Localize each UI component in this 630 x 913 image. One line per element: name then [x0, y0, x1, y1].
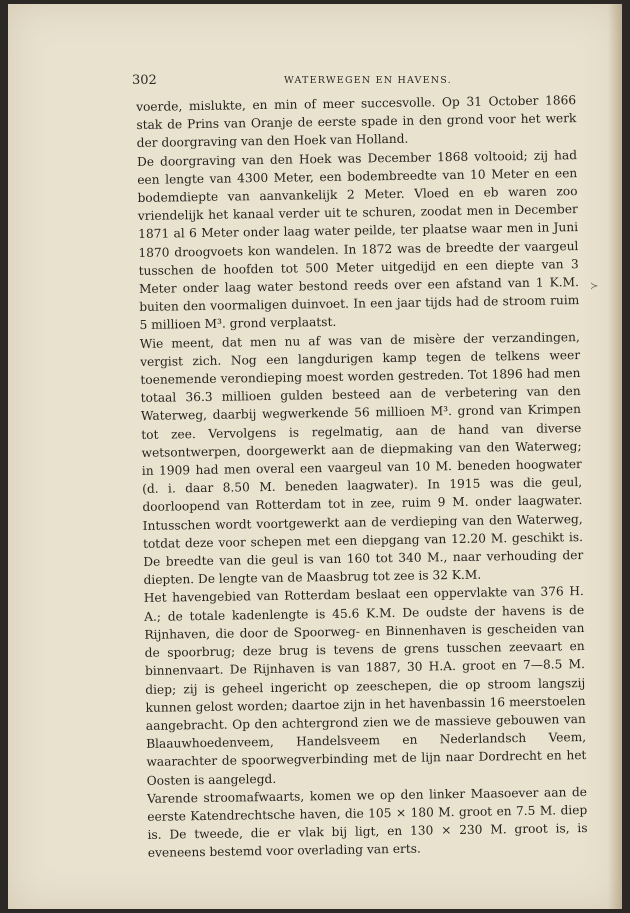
paragraph-1: voerde, mislukte, en min of meer succesvolle. Op 31 October 1866 stak de Prins van Oranje de eerste spade in den grond voor het werk der doorgraving van den Hoek van Holland. [136, 93, 577, 151]
running-head: WATERWEGEN EN HAVENS. [284, 75, 452, 86]
page-header [132, 70, 592, 90]
paragraph-3: Wie meent, dat men nu af was van de misère der verzandingen, vergist zich. Nog een langdurigen kamp tegen de telkens weer toenemende verondieping moest worden gestreden. Tot 1896 had men totaal 36.3 millioen gulden besteed aan de verbetering van den Waterweg, daarbij wegwerkende 56 millioen M³. grond van Krimpen tot zee. Vervolgens is regelmatig, aan de hand van diverse wetsontwerpen, doorgewerkt aan de diepmaking van den Waterweg; in 1909 had men overal een vaargeul van 10 M. beneden hoogwater (d. i. daar 8.50 M. beneden laagwater). In 1915 was die geul, doorloopend van Rotterdam tot in zee, ruim 9 M. onder laagwater. Intusschen wordt voortgewerkt aan de verdieping van den Waterweg, totdat deze voor schepen met een diepgang van 12.20 M. geschikt is. De breedte van die geul is van 160 tot 340 M., naar verhouding der diepten. De lengte van de Maasbrug tot zee is 32 K.M. [139, 329, 584, 588]
paragraph-5: Varende stroomafwaarts, komen we op den linker Maasoever aan de eerste Katendrechtsche haven, die 105 ⨯ 180 M. groot en 7.5 M. diep is. De tweede, die er vlak bij ligt, en 130 ⨯ 230 M. groot is, is eveneens bestemd voor overlading van erts. [146, 784, 588, 861]
body-text [136, 91, 588, 862]
paragraph-2: De doorgraving van den Hoek was December 1868 voltooid; zij had een lengte van 4300 Meter, een bodembreedte van 10 Meter en een bodemdiepte van aanvankelijk 2 Meter. Vloed en eb waren zoo vriendelijk het kanaal verder uit te schuren, zoodat men in December 1871 al 6 Meter onder laag water peilde, ter plaatse waar men in Juni 1870 droogvoets kon wandelen. In 1872 was de breedte der vaargeul tusschen de hoofden tot 500 Meter uitgedijd en een diepte van 3 Meter onder laag water bestond reeds over een afstand van 1 K.M. buiten den voormaligen duinvoet. In een jaar tijds had de stroom ruim 5 millioen M³. grond verplaatst. [136, 147, 580, 333]
page-spine-shadow [608, 4, 622, 909]
paragraph-4: Het havengebied van Rotterdam beslaat een oppervlakte van 376 H. A.; de totale kadenlengte is 45.6 K.M. De oudste der havens is de Rijnhaven, die door de Spoorweg- en Binnenhaven is gescheiden van de spoorbrug; deze brug is tevens de grens tusschen zeevaart en binnenvaart. De Rijnhaven is van 1887, 30 H.A. groot en 7—8.5 M. diep; zij is geheel ingericht op zeeschepen, die op stroom langszij kunnen gelost worden; daartoe zijn in het havenbassin 16 meerstoelen aangebracht. Op den achtergrond zien we de massieve gebouwen van Blaauwhoedenveem, Handelsveem en Nederlandsch Veem, waarachter de spoorwegverbinding met de lijn naar Dordrecht en het Oosten is aangelegd. [143, 584, 587, 788]
margin-mark: ≻ [590, 281, 599, 292]
page-number: 302 [132, 73, 157, 88]
